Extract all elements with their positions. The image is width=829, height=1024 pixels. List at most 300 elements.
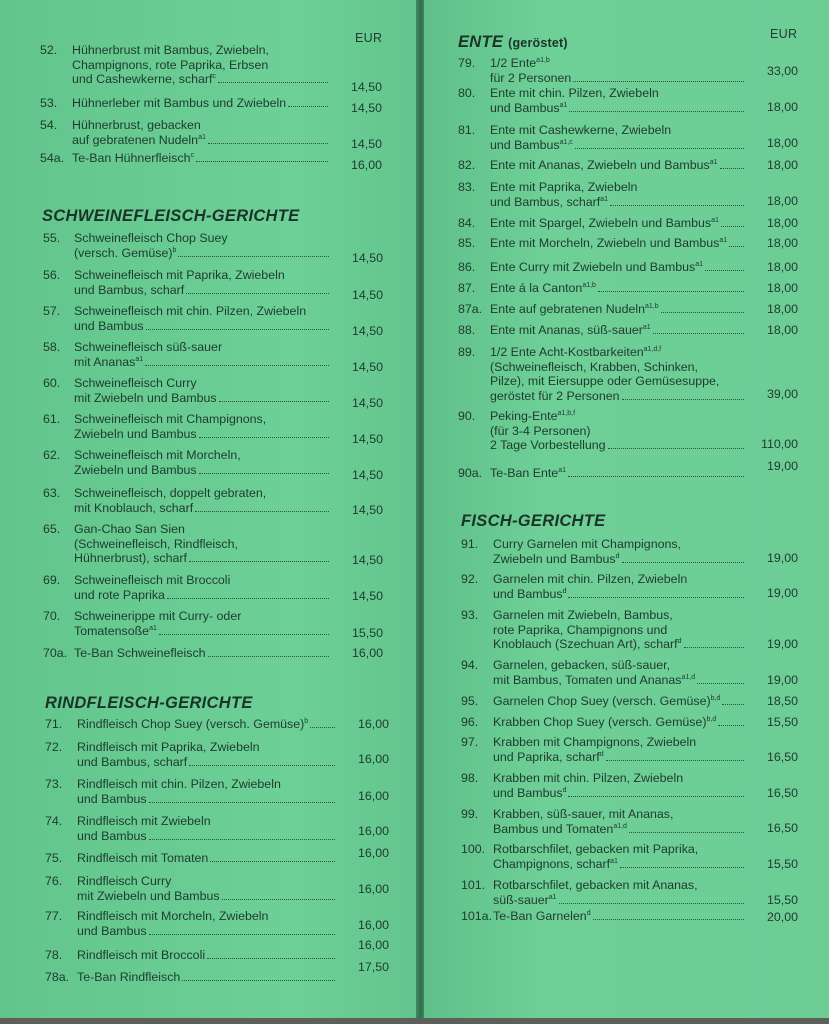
menu-item-text: (Schweinefleisch, Rindfleisch, <box>74 536 238 551</box>
dot-leader <box>149 934 335 935</box>
menu-item-description <box>72 43 330 87</box>
menu-item-price: 33,00 <box>766 64 798 78</box>
menu-item-price: 18,00 <box>766 302 798 316</box>
menu-item-text: Schweinefleisch süß-sauer <box>74 340 223 354</box>
dot-leader <box>310 727 335 728</box>
menu-item-text: Schweinefleisch, doppelt gebraten, <box>74 486 267 500</box>
menu-item-description <box>74 646 331 661</box>
menu-item-price: 16,00 <box>357 824 389 838</box>
menu-item-number: 101. <box>461 878 486 892</box>
menu-item-description <box>490 281 746 296</box>
menu-item-text: 2 Tage Vorbestellung <box>490 438 606 452</box>
allergen-code: d <box>615 552 620 560</box>
dot-leader <box>178 256 329 257</box>
menu-item-text: Ente mit Paprika, Zwiebeln <box>490 180 638 194</box>
menu-item-text: Zwiebeln und Bambus <box>493 551 616 566</box>
menu-item-description <box>74 304 331 333</box>
menu-item-description <box>490 466 746 481</box>
menu-item-description <box>490 86 746 115</box>
menu-item-description <box>490 409 746 453</box>
dot-leader <box>684 647 745 648</box>
menu-item-text: und Bambus <box>77 828 147 843</box>
menu-item-text: und Bambus, scharf <box>74 282 185 297</box>
menu-item-text: Zwiebeln und Bambus <box>74 426 197 441</box>
allergen-code: a1 <box>711 216 719 224</box>
dot-leader <box>721 226 744 227</box>
menu-item-description <box>74 412 331 441</box>
menu-item-text: Krabben, süß-sauer, mit Ananas, <box>493 807 674 821</box>
menu-item-text: Ente á la Canton <box>490 281 583 295</box>
duck-section-heading <box>458 33 568 52</box>
menu-item-number: 97. <box>461 735 479 749</box>
dot-leader <box>622 562 744 563</box>
dot-leader <box>195 511 329 512</box>
allergen-code: d <box>677 637 682 645</box>
menu-item-number: 55. <box>43 231 61 245</box>
menu-item-text: 1/2 Ente Acht-Kostbarkeiten <box>490 345 644 359</box>
menu-item-price: 18,00 <box>766 194 798 208</box>
menu-item-description <box>74 268 331 297</box>
menu-item-price: 14,50 <box>351 396 383 410</box>
menu-item-number: 85. <box>458 236 476 250</box>
fish-section-heading: FISCH-GERICHTE <box>461 512 606 530</box>
menu-item-text: Peking-Ente <box>490 409 558 423</box>
menu-item-description <box>490 158 746 173</box>
menu-item-text: süß-sauer <box>493 892 549 907</box>
menu-item-description <box>493 537 746 566</box>
menu-item-description <box>493 909 746 924</box>
menu-item-price: 15,50 <box>766 857 798 871</box>
menu-item-price: 18,00 <box>766 216 798 230</box>
allergen-code: a1 <box>600 195 608 203</box>
menu-item-description <box>493 807 746 836</box>
menu-item-text: Schweinefleisch mit Morcheln, <box>74 448 241 462</box>
menu-item-text: Hühnerleber mit Bambus und Zwiebeln <box>72 96 287 110</box>
menu-item-price: 16,00 <box>357 882 389 896</box>
menu-item-description <box>490 123 746 152</box>
dot-leader <box>208 143 328 144</box>
dot-leader <box>210 861 335 862</box>
menu-item-text: Krabben mit chin. Pilzen, Zwiebeln <box>493 771 684 785</box>
menu-item-text: Knoblauch (Szechuan Art), scharf <box>493 637 678 651</box>
dot-leader <box>568 796 744 797</box>
menu-item-price: 18,00 <box>766 323 798 337</box>
menu-item-number: 62. <box>43 448 61 462</box>
menu-item-number: 83. <box>458 180 476 194</box>
menu-item-description <box>493 658 746 687</box>
menu-item-description <box>490 302 746 317</box>
menu-item-description <box>77 948 337 963</box>
menu-item-text: Krabben Chop Suey (versch. Gemüse) <box>493 715 707 729</box>
menu-item-number: 74. <box>45 814 63 828</box>
menu-item-text: und Bambus <box>77 923 147 938</box>
menu-item-number: 56. <box>43 268 61 282</box>
allergen-code: a1,b <box>536 56 550 64</box>
dot-leader <box>598 291 744 292</box>
menu-item-text: Te-Ban Ente <box>490 466 559 480</box>
menu-item-price: 17,50 <box>357 960 389 974</box>
beef-section-heading: RINDFLEISCH-GERICHTE <box>45 694 253 712</box>
menu-item-number: 96. <box>461 715 479 729</box>
menu-item-description <box>77 717 337 732</box>
dot-leader <box>149 802 335 803</box>
menu-item-text: Rindfleisch mit Broccoli <box>77 948 206 962</box>
menu-item-price: 14,50 <box>351 468 383 482</box>
menu-item-price: 14,50 <box>351 288 383 302</box>
menu-item-text: Ente mit chin. Pilzen, Zwiebeln <box>490 86 659 100</box>
dot-leader <box>219 401 329 402</box>
menu-item-price: 19,00 <box>766 637 798 651</box>
menu-item-price: 16,00 <box>357 789 389 803</box>
menu-item-text: Hühnerbrust), scharf <box>74 551 187 565</box>
menu-item-price: 39,00 <box>766 387 798 401</box>
menu-item-text: Hühnerbrust mit Bambus, Zwiebeln, <box>72 43 269 57</box>
menu-item-text: (versch. Gemüse) <box>74 245 173 260</box>
dot-leader <box>629 832 744 833</box>
menu-item-price: 15,50 <box>766 715 798 729</box>
menu-item-text: Schweinefleisch Chop Suey <box>74 231 228 245</box>
menu-item-number: 78a. <box>45 970 70 984</box>
menu-item-text: und Bambus, scharf <box>490 194 601 209</box>
allergen-code: d <box>599 750 604 758</box>
menu-item-description <box>77 777 337 806</box>
menu-item-text: (für 3-4 Personen) <box>490 423 591 438</box>
menu-item-number: 82. <box>458 158 476 172</box>
allergen-code: a1 <box>558 466 566 474</box>
menu-item-text: auf gebratenen Nudeln <box>72 132 199 147</box>
menu-item-description <box>493 715 746 730</box>
menu-item-number: 88. <box>458 323 476 337</box>
menu-item-text: (Schweinefleisch, Krabben, Schinken, <box>490 359 699 374</box>
menu-item-description <box>77 874 337 903</box>
allergen-code: b,d <box>706 715 717 723</box>
menu-item-description <box>77 740 337 769</box>
menu-item-price: 18,00 <box>766 260 798 274</box>
menu-item-number: 61. <box>43 412 61 426</box>
menu-item-number: 92. <box>461 572 479 586</box>
menu-item-number: 80. <box>458 86 476 100</box>
menu-item-description <box>74 340 331 369</box>
menu-item-text: Schweinefleisch mit chin. Pilzen, Zwiebeln <box>74 304 307 318</box>
menu-item-text: Schweinefleisch Curry <box>74 376 197 390</box>
menu-item-price: 14,50 <box>351 251 383 265</box>
menu-item-description <box>77 970 337 985</box>
dot-leader <box>186 293 329 294</box>
menu-item-number: 79. <box>458 56 476 70</box>
allergen-code: a1,b <box>645 302 659 310</box>
menu-item-text: rote Paprika, Champignons und <box>493 622 668 637</box>
menu-item-text: Bambus und Tomaten <box>493 821 614 836</box>
menu-item-number: 58. <box>43 340 61 354</box>
menu-item-text: geröstet für 2 Personen <box>490 388 620 403</box>
allergen-code: a1 <box>548 893 557 901</box>
menu-item-text: Te-Ban Hühnerfleisch <box>72 151 191 165</box>
menu-item-text: Ente auf gebratenen Nudeln <box>490 302 646 316</box>
menu-item-number: 72. <box>45 740 63 754</box>
menu-item-description <box>490 180 746 209</box>
menu-item-number: 87. <box>458 281 476 295</box>
menu-item-text: Hühnerbrust, gebacken <box>72 118 201 132</box>
menu-item-text: mit Zwiebeln und Bambus <box>74 390 217 405</box>
menu-item-description <box>74 486 331 515</box>
menu-item-price: 20,00 <box>766 910 798 924</box>
dot-leader <box>610 205 744 206</box>
menu-item-price: 16,50 <box>766 786 798 800</box>
dot-leader <box>608 448 744 449</box>
menu-item-text: für 2 Personen <box>490 70 572 85</box>
menu-item-text: Ente mit Ananas, Zwiebeln und Bambus <box>490 158 710 172</box>
dot-leader <box>222 899 335 900</box>
dot-leader <box>159 634 329 635</box>
menu-item-price: 14,50 <box>351 553 383 567</box>
menu-item-number: 84. <box>458 216 476 230</box>
menu-item-text: mit Knoblauch, scharf <box>74 500 194 515</box>
menu-item-text: und Bambus <box>74 318 144 333</box>
menu-item-number: 86. <box>458 260 476 274</box>
menu-item-number: 54a. <box>40 151 65 165</box>
menu-item-price: 14,50 <box>351 324 383 338</box>
dot-leader <box>575 148 744 149</box>
menu-item-text: Rotbarschfilet, gebacken mit Ananas, <box>493 878 698 892</box>
menu-item-text: mit Ananas <box>74 354 136 369</box>
menu-item-price: 16,00 <box>350 158 382 172</box>
allergen-code: a1 <box>610 857 618 865</box>
menu-item-description <box>493 572 746 601</box>
menu-item-text: Rindfleisch Chop Suey (versch. Gemüse) <box>77 717 305 731</box>
menu-item-number: 90a. <box>458 466 483 480</box>
menu-item-text: und Cashewkerne, scharf <box>72 72 213 86</box>
dot-leader <box>145 365 329 366</box>
dot-leader <box>593 919 744 920</box>
allergen-code: a1,d <box>681 673 696 681</box>
menu-item-price: 15,50 <box>351 626 383 640</box>
dot-leader <box>182 980 335 981</box>
menu-item-text: und Bambus <box>493 586 563 601</box>
menu-item-text: und rote Paprika <box>74 587 165 602</box>
dot-leader <box>218 82 328 83</box>
menu-item-number: 93. <box>461 608 479 622</box>
menu-item-price: 19,00 <box>766 459 798 473</box>
menu-item-text: Rindfleisch mit chin. Pilzen, Zwiebeln <box>77 777 281 791</box>
allergen-code: d <box>562 786 567 794</box>
dot-leader <box>569 111 744 112</box>
allergen-code: c <box>212 72 217 80</box>
menu-item-price: 16,50 <box>766 750 798 764</box>
menu-item-text: Te-Ban Rindfleisch <box>77 970 181 984</box>
menu-item-description <box>74 448 331 477</box>
menu-item-description <box>493 694 746 709</box>
menu-item-number: 77. <box>45 909 63 923</box>
menu-item-price: 15,50 <box>766 893 798 907</box>
menu-item-text: Te-Ban Schweinefleisch <box>74 646 206 660</box>
menu-item-text: Zwiebeln und Bambus <box>74 462 197 477</box>
allergen-code: b <box>172 246 177 254</box>
dot-leader <box>189 765 335 766</box>
menu-item-description <box>493 878 746 907</box>
menu-item-text: Rindfleisch mit Tomaten <box>77 851 209 865</box>
menu-item-text: Schweinefleisch mit Broccoli <box>74 573 231 587</box>
menu-item-text: Ente mit Spargel, Zwiebeln und Bambus <box>490 216 712 230</box>
menu-item-description <box>490 236 746 251</box>
menu-item-number: 98. <box>461 771 479 785</box>
menu-item-text: Garnelen, gebacken, süß-sauer, <box>493 658 671 672</box>
dot-leader <box>606 760 744 761</box>
menu-item-text: 1/2 Ente <box>490 56 537 70</box>
menu-item-text: Te-Ban Garnelen <box>493 909 587 923</box>
menu-item-price: 14,50 <box>350 80 382 94</box>
dot-leader <box>720 168 744 169</box>
menu-item-number: 95. <box>461 694 479 708</box>
menu-item-text: und Bambus <box>490 137 560 152</box>
allergen-code: c <box>190 151 194 159</box>
menu-item-text: Rindfleisch mit Zwiebeln <box>77 814 211 828</box>
menu-item-description <box>490 345 746 403</box>
menu-item-description <box>493 771 746 800</box>
dot-leader <box>718 725 744 726</box>
allergen-code: a1,b,f <box>557 409 576 417</box>
allergen-code: a1,d <box>613 822 627 830</box>
menu-item-number: 87a. <box>458 302 483 316</box>
menu-item-price: 18,00 <box>766 236 798 250</box>
menu-item-number: 78. <box>45 948 63 962</box>
menu-item-description <box>77 851 337 866</box>
menu-item-number: 63. <box>43 486 61 500</box>
allergen-code: d <box>562 587 567 595</box>
dot-leader <box>288 106 328 107</box>
dot-leader <box>568 597 744 598</box>
menu-item-description <box>490 56 746 85</box>
menu-item-number: 89. <box>458 345 476 359</box>
menu-item-text: Champignons, scharf <box>493 856 611 871</box>
pork-section-heading: SCHWEINEFLEISCH-GERICHTE <box>42 207 300 225</box>
dot-leader <box>559 903 744 904</box>
allergen-code: a1 <box>149 624 157 632</box>
dot-leader <box>199 473 329 474</box>
menu-item-text: Ente mit Ananas, süß-sauer <box>490 323 643 337</box>
menu-item-text: Ente mit Cashewkerne, Zwiebeln <box>490 123 672 137</box>
menu-item-price: 16,00 <box>357 918 389 932</box>
dot-leader <box>196 161 328 162</box>
dot-leader <box>207 958 335 959</box>
menu-item-number: 75. <box>45 851 63 865</box>
menu-item-price: 16,50 <box>766 821 798 835</box>
duck-subheading: (geröstet) <box>508 36 568 50</box>
menu-item-number: 101a. <box>461 909 493 923</box>
dot-leader <box>622 399 745 400</box>
menu-item-price: 14,50 <box>351 503 383 517</box>
menu-item-price: 14,50 <box>350 137 382 151</box>
menu-item-price: 110,00 <box>761 437 798 451</box>
menu-page-right <box>424 0 829 1018</box>
menu-item-price: 14,50 <box>351 432 383 446</box>
menu-item-text: mit Zwiebeln und Bambus <box>77 888 220 903</box>
menu-item-description <box>77 909 337 938</box>
menu-item-price: 18,00 <box>766 281 798 295</box>
menu-item-number: 90. <box>458 409 476 423</box>
menu-item-description <box>74 573 331 602</box>
menu-item-description <box>493 608 746 652</box>
menu-item-text: mit Bambus, Tomaten und Ananas <box>493 672 682 687</box>
menu-item-number: 65. <box>43 522 61 536</box>
allergen-code: a1 <box>719 236 728 244</box>
menu-item-number: 69. <box>43 573 61 587</box>
menu-item-price: 19,00 <box>766 673 798 687</box>
allergen-code: a1 <box>198 133 206 141</box>
menu-item-text: Garnelen mit Zwiebeln, Bambus, <box>493 608 673 622</box>
menu-item-price: 18,00 <box>766 136 798 150</box>
menu-item-number: 57. <box>43 304 61 318</box>
menu-item-text: Curry Garnelen mit Champignons, <box>493 537 682 551</box>
menu-item-description <box>490 216 746 231</box>
dot-leader <box>199 437 329 438</box>
table-edge <box>0 1018 829 1024</box>
allergen-code: a1 <box>709 158 718 166</box>
menu-item-text: Garnelen Chop Suey (versch. Gemüse) <box>493 694 711 708</box>
allergen-code: a1 <box>695 260 704 268</box>
dot-leader <box>620 867 744 868</box>
menu-item-price: 14,50 <box>351 360 383 374</box>
allergen-code: a1 <box>135 355 144 363</box>
menu-item-number: 54. <box>40 118 58 132</box>
menu-item-number: 91. <box>461 537 479 551</box>
duck-heading-text: ENTE <box>458 33 504 51</box>
dot-leader <box>661 312 744 313</box>
menu-item-text: und Bambus <box>490 100 560 115</box>
menu-item-price: 18,00 <box>766 100 798 114</box>
allergen-code: b <box>304 717 309 725</box>
menu-item-text: Pilze), mit Eiersuppe oder Gemüsesuppe, <box>490 374 720 388</box>
menu-item-text: Gan-Chao San Sien <box>74 522 185 536</box>
menu-item-number: 81. <box>458 123 476 137</box>
menu-item-price: 16,00 <box>357 717 389 731</box>
menu-item-text: Schweinerippe mit Curry- oder <box>74 609 242 623</box>
dot-leader <box>705 270 744 271</box>
allergen-code: a1,b <box>582 281 596 289</box>
dot-leader <box>573 81 744 82</box>
dot-leader <box>149 839 335 840</box>
menu-item-description <box>72 151 330 166</box>
menu-item-text: Schweinefleisch mit Champignons, <box>74 412 267 426</box>
currency-label: EUR <box>355 31 383 45</box>
menu-item-price: 16,00 <box>357 846 389 860</box>
dot-leader <box>653 333 744 334</box>
menu-item-number: 100. <box>461 842 486 856</box>
allergen-code: a1 <box>642 323 651 331</box>
menu-item-price: 14,50 <box>350 101 382 115</box>
menu-item-text: Krabben mit Champignons, Zwiebeln <box>493 735 697 749</box>
menu-item-price: 16,00 <box>357 752 389 766</box>
dot-leader <box>167 598 329 599</box>
menu-item-text: Champignons, rote Paprika, Erbsen <box>72 57 269 72</box>
menu-item-description <box>74 231 331 260</box>
menu-item-price: 16,00 <box>357 938 389 952</box>
menu-item-text: und Bambus <box>77 791 147 806</box>
menu-item-price: 18,50 <box>766 694 798 708</box>
menu-item-price: 19,00 <box>766 551 798 565</box>
dot-leader <box>568 476 744 477</box>
menu-item-text: Ente Curry mit Zwiebeln und Bambus <box>490 260 696 274</box>
menu-item-price: 19,00 <box>766 586 798 600</box>
dot-leader <box>189 561 329 562</box>
menu-item-number: 60. <box>43 376 61 390</box>
menu-item-text: und Bambus <box>493 785 563 800</box>
menu-item-price: 18,00 <box>766 158 798 172</box>
menu-item-number: 70a. <box>43 646 68 660</box>
allergen-code: d <box>586 909 591 917</box>
menu-item-description <box>490 323 746 338</box>
menu-item-text: Rindfleisch mit Morcheln, Zwiebeln <box>77 909 269 923</box>
menu-item-description <box>72 96 330 111</box>
